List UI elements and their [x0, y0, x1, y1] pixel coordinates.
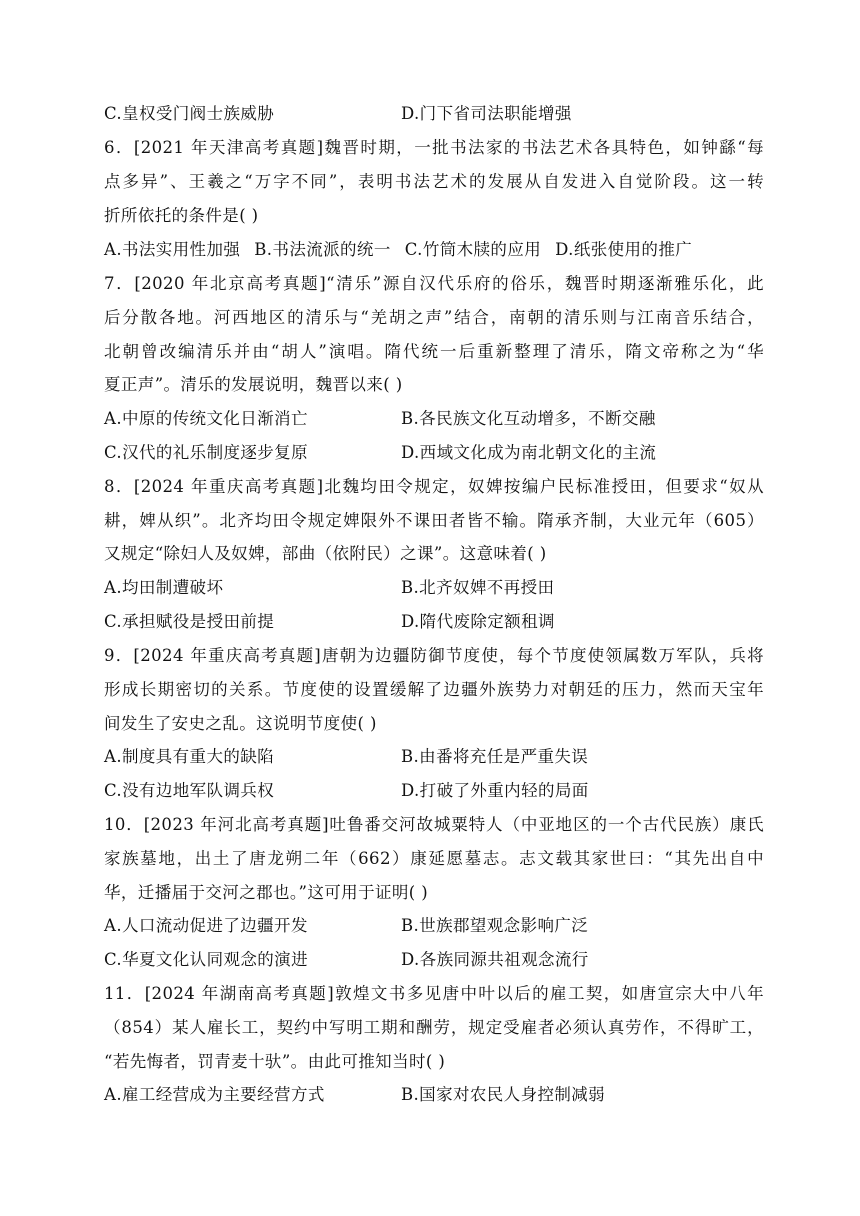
q6-stem-line-3: 折所依托的条件是( )	[104, 206, 259, 225]
q11-stem-line-3: “若先悔者，罚青麦十驮”。由此可推知当时( )	[104, 1052, 446, 1071]
q8-stem-line-1: 8．[2024 年重庆高考真题]北魏均田令规定，奴婢按编户民标准授田，但要求“奴从	[104, 477, 764, 496]
q11-option-a: A.雇工经营成为主要经营方式	[104, 1085, 325, 1104]
q5-option-c: C.皇权受门阀士族威胁	[104, 104, 275, 123]
q8-option-d: D.隋代废除定额租调	[401, 612, 555, 631]
q8-stem-line-3: 又规定“除妇人及奴婢，部曲（依附民）之课”。这意味着( )	[104, 544, 547, 563]
q9-stem-line-2: 形成长期密切的关系。节度使的设置缓解了边疆外族势力对朝廷的压力，然而天宝年	[104, 680, 764, 699]
q6-stem-line-1: 6．[2021 年天津高考真题]魏晋时期，一批书法家的书法艺术各具特色，如钟繇“每	[104, 138, 764, 157]
q9-stem-line-1: 9．[2024 年重庆高考真题]唐朝为边疆防御节度使，每个节度使领属数万军队，兵将	[104, 646, 764, 665]
q9-option-a: A.制度具有重大的缺陷	[104, 747, 275, 766]
q6-options-row	[104, 239, 764, 261]
q9-option-b: B.由番将充任是严重失误	[401, 747, 589, 766]
q7-stem-line-2: 后分散各地。河西地区的清乐与“羌胡之声”结合，南朝的清乐则与江南音乐结合，	[104, 308, 764, 327]
q7-option-c: C.汉代的礼乐制度逐步复原	[104, 443, 308, 462]
q11-stem-line-2: （854）某人雇长工，契约中写明工期和酬劳，规定受雇者必须认真劳作，不得旷工，	[104, 1018, 764, 1037]
q7-stem-line-3: 北朝曾改编清乐并由“胡人”演唱。隋代统一后重新整理了清乐，隋文帝称之为“华	[104, 342, 764, 361]
q7-stem-line-1: 7．[2020 年北京高考真题]“清乐”源自汉代乐府的俗乐，魏晋时期逐渐雅乐化，此	[104, 274, 764, 293]
q11-stem-line-1: 11．[2024 年湖南高考真题]敦煌文书多见唐中叶以后的雇工契，如唐宣宗大中八年	[104, 984, 764, 1003]
q6-option-d: D.纸张使用的推广	[555, 240, 693, 259]
q11-option-b: B.国家对农民人身控制减弱	[401, 1085, 606, 1104]
q9-stem-line-3: 间发生了安史之乱。这说明节度使( )	[104, 714, 377, 733]
q10-option-a: A.人口流动促进了边疆开发	[104, 916, 308, 935]
q5-option-d: D.门下省司法职能增强	[401, 104, 572, 123]
q7-option-a: A.中原的传统文化日渐消亡	[104, 409, 308, 428]
q10-stem-line-2: 家族墓地，出土了唐龙朔二年（662）康延愿墓志。志文载其家世曰：“其先出自中	[104, 849, 764, 868]
q6-option-a: A.书法实用性加强	[104, 240, 241, 259]
q10-option-d: D.各族同源共祖观念流行	[401, 950, 589, 969]
q10-stem-line-1: 10．[2023 年河北高考真题]吐鲁番交河故城粟特人（中亚地区的一个古代民族）康氏	[104, 815, 764, 834]
q6-option-b: B.书法流派的统一	[254, 240, 391, 259]
q8-option-b: B.北齐奴婢不再授田	[401, 578, 555, 597]
q9-option-c: C.没有边地军队调兵权	[104, 781, 275, 800]
q8-option-c: C.承担赋役是授田前提	[104, 612, 275, 631]
q10-stem-line-3: 华，迁播届于交河之郡也。”这可用于证明( )	[104, 883, 429, 902]
q6-option-c: C.竹筒木牍的应用	[404, 240, 542, 259]
q9-option-d: D.打破了外重内轻的局面	[401, 781, 589, 800]
q10-option-b: B.世族郡望观念影响广泛	[401, 916, 589, 935]
q7-option-d: D.西域文化成为南北朝文化的主流	[401, 443, 657, 462]
q8-option-a: A.均田制遭破坏	[104, 578, 224, 597]
q7-option-b: B.各民族文化互动增多，不断交融	[401, 409, 656, 428]
q7-stem-line-4: 夏正声”。清乐的发展说明，魏晋以来( )	[104, 375, 403, 394]
q6-stem-line-2: 点多异”、王羲之“万字不同”，表明书法艺术的发展从自发进入自觉阶段。这一转	[104, 172, 764, 191]
q10-option-c: C.华夏文化认同观念的演进	[104, 950, 308, 969]
q8-stem-line-2: 耕，婢从织”。北齐均田令规定婢限外不课田者皆不输。隋承齐制，大业元年（605）	[104, 511, 764, 530]
